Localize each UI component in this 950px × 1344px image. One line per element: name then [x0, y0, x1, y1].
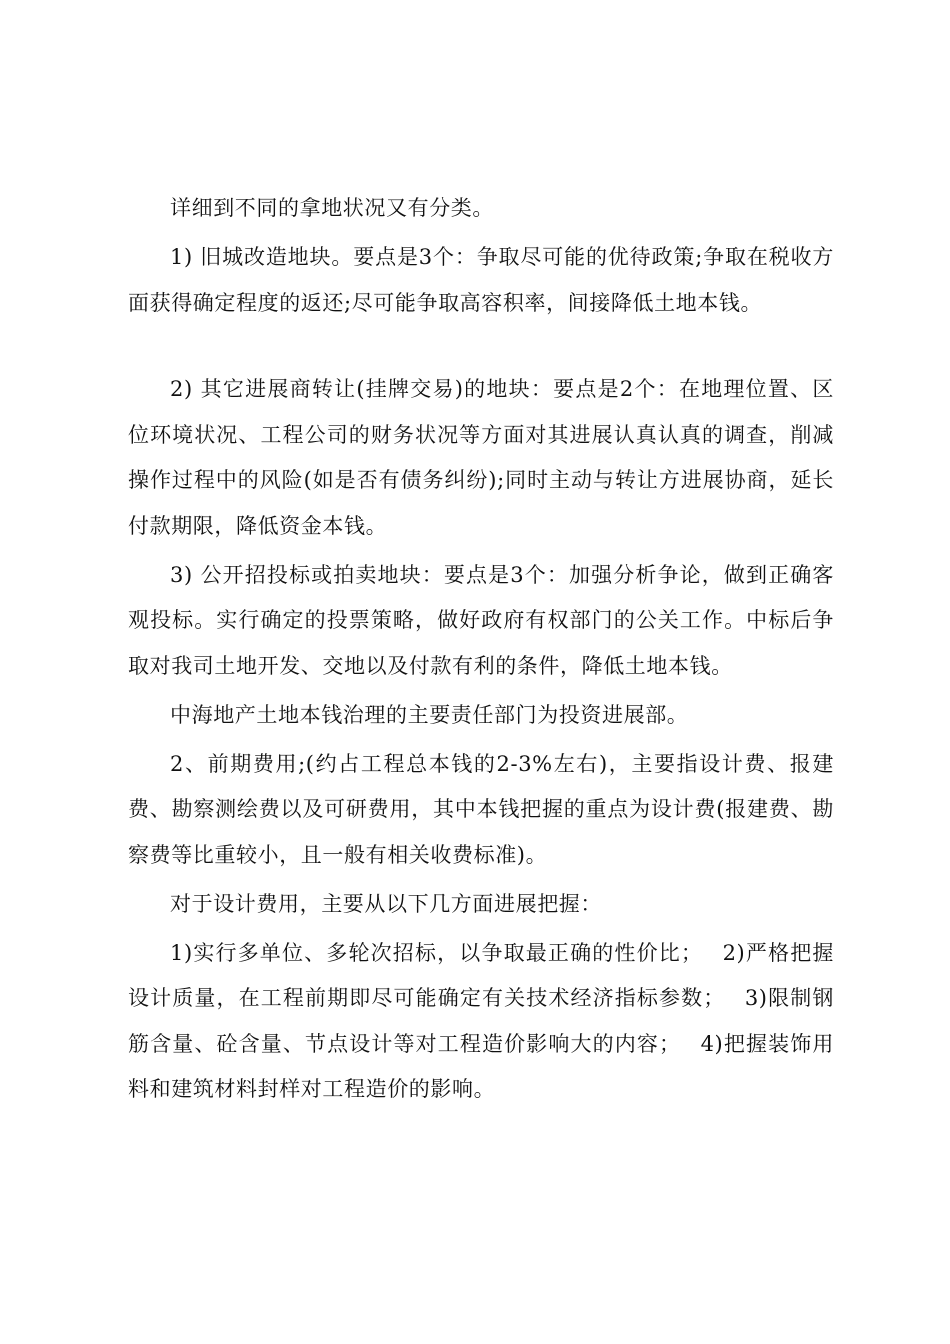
paragraph-land-classification: 详细到不同的拿地状况又有分类。 [170, 196, 494, 220]
paragraph-responsible-department: 中海地产土地本钱治理的主要责任部门为投资进展部。 [170, 702, 689, 727]
paragraph-old-city-renovation: 1) 旧城改造地块。要点是3个：争取尽可能的优待政策;争取在税收方面获得确定程度的返还;尽可能争取高容积率，间接降低土地本钱。 [128, 245, 834, 315]
paragraph-design-cost-measures: 1)实行多单位、多轮次招标，以争取最正确的性价比； 2)严格把握设计质量，在工程前期即尽可能确定有关技术经济指标参数； 3)限制钢筋含量、砼含量、节点设计等对工程造价影响大的内容； 4)把握装饰用料和建筑材料封样对工程造价的影响。 [128, 940, 834, 1101]
paragraph-design-cost-intro: 对于设计费用，主要从以下几方面进展把握： [170, 891, 602, 916]
paragraph-public-bidding: 3) 公开招投标或拍卖地块：要点是3个：加强分析争论，做到正确客观投标。实行确定的投票策略，做好政府有权部门的公关工作。中标后争取对我司土地开发、交地以及付款有利的条件，降低土地本钱。 [128, 562, 834, 678]
paragraph-preliminary-costs: 2、前期费用;(约占工程总本钱的2-3%左右)，主要指设计费、报建费、勘察测绘费以及可研费用，其中本钱把握的重点为设计费(报建费、勘察费等比重较小，且一般有相关收费标准)。 [128, 751, 834, 867]
paragraph-developer-transfer: 2) 其它进展商转让(挂牌交易)的地块：要点是2个：在地理位置、区位环境状况、工程公司的财务状况等方面对其进展认真认真的调查，削减操作过程中的风险(如是否有债务纠纷);同时主动与转让方进展协商，延长付款期限，降低资金本钱。 [128, 377, 834, 538]
document-body [128, 186, 834, 1113]
